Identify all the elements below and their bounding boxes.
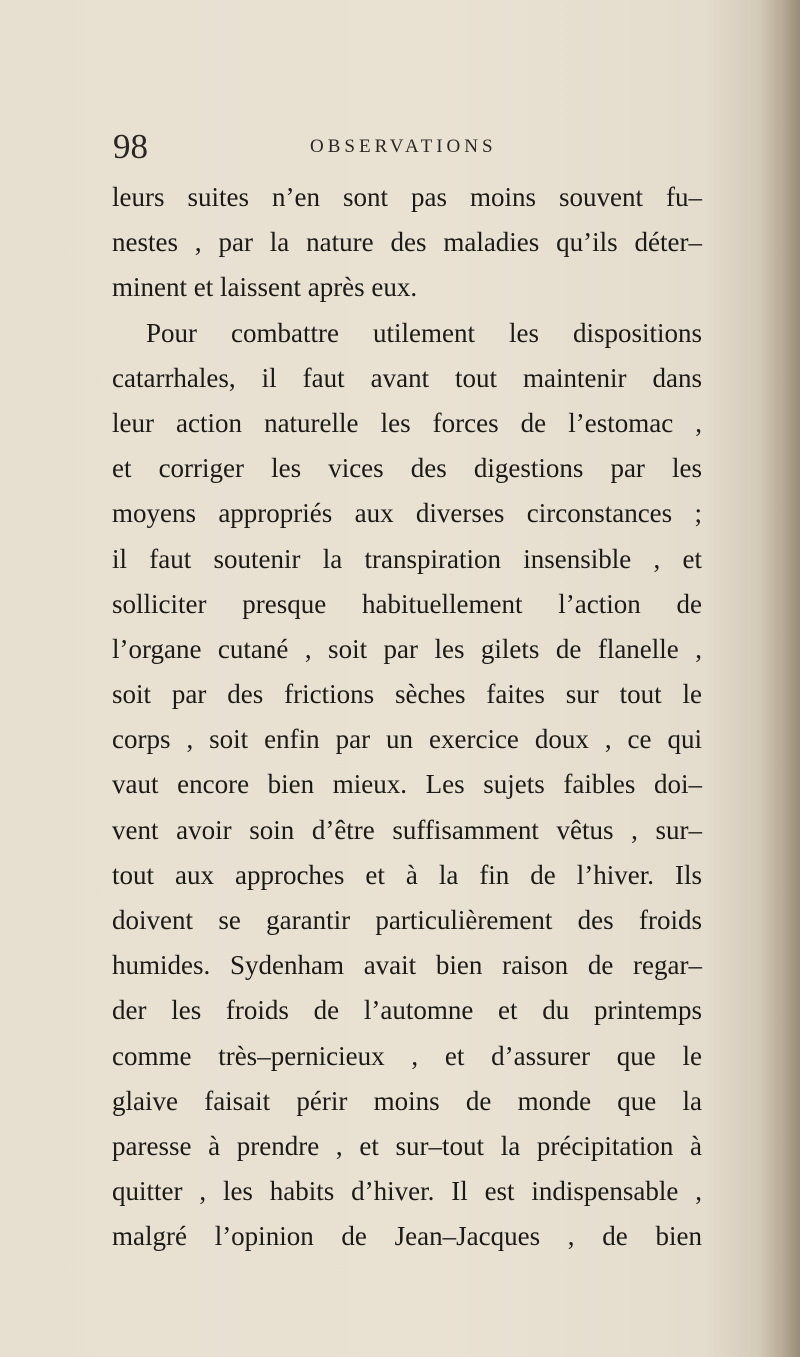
text-line: doivent se garantir particulièrement des froids [112,905,702,935]
text-line: vent avoir soin d’être suffisamment vêtus , sur– [112,814,702,845]
text-line: catarrhales, il faut avant tout maintenir dans [112,362,702,393]
running-head: OBSERVATIONS [310,136,497,157]
text-line: comme très–pernicieux , et d’assurer que le [112,1040,702,1071]
text-line: tout aux approches et à la fin de l’hiver. Ils [112,859,702,890]
text-line: der les froids de l’automne et du printemps [112,995,702,1026]
text-line: minent et laissent après eux. [112,272,418,303]
text-line: quitter , les habits d’hiver. Il est indispensable , [112,1176,702,1207]
text-line: l’organe cutané , soit par les gilets de flanelle , [112,633,702,664]
text-line: corps , soit enfin par un exercice doux , ce qui [112,724,702,755]
text-line: leurs suites n’en sont pas moins souvent fu– [112,182,702,212]
text-line: soit par des frictions sèches faites sur tout le [112,679,702,710]
text-line: nestes , par la nature des maladies qu’ils déter– [112,227,702,258]
text-line: vaut encore bien mieux. Les sujets faibles doi– [112,769,702,800]
text-line: humides. Sydenham avait bien raison de regar– [112,950,702,981]
text-line: Pour combattre utilement les dispositions [146,317,702,348]
page-header [113,128,673,168]
body-text [112,175,702,1260]
text-line: il faut soutenir la transpiration insensible , et [112,543,702,574]
page-edge-shadow [758,0,800,1357]
text-line: et corriger les vices des digestions par les [112,453,702,484]
page-number: 98 [113,127,148,166]
text-line: moyens appropriés aux diverses circonstances ; [112,498,702,529]
text-line: leur action naturelle les forces de l’estomac , [112,407,702,438]
text-line: glaive faisait périr moins de monde que la [112,1085,702,1116]
text-line: solliciter presque habituellement l’action de [112,588,702,619]
text-line: malgré l’opinion de Jean–Jacques , de bien [112,1221,702,1252]
text-line: paresse à prendre , et sur–tout la précipitation à [112,1130,702,1161]
